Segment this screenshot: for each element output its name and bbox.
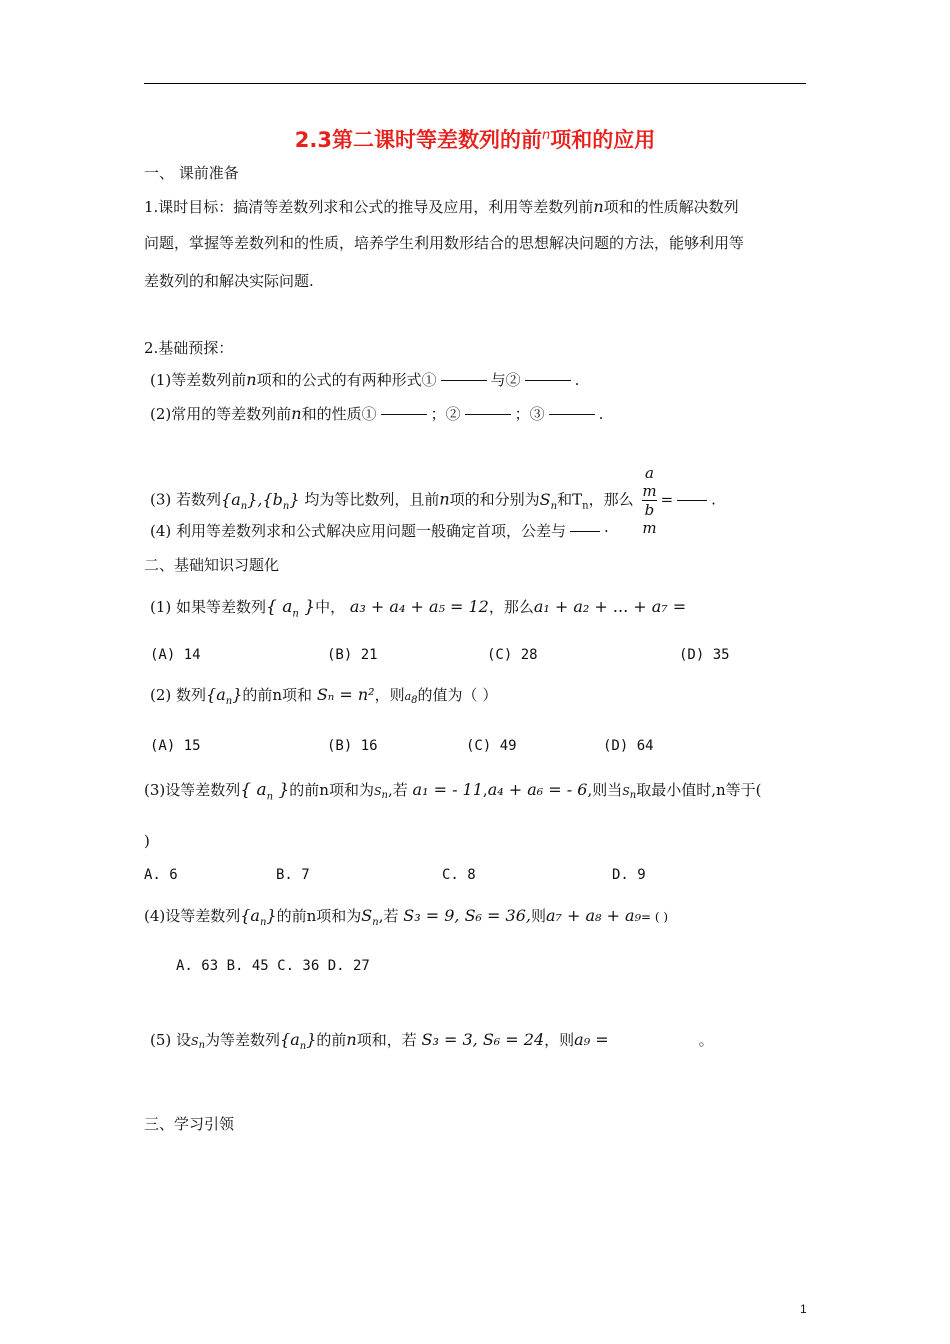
- option-b: (B) 21: [327, 647, 378, 663]
- option-a: (A) 14: [150, 647, 201, 663]
- section-3-heading: 三、学习引领: [144, 1115, 235, 1133]
- preview-q2: (2)常用的等差数列前n和的性质① ；② ；③ .: [150, 404, 604, 423]
- paragraph-goal-line3: 差数列的和解决实际问题.: [144, 272, 314, 290]
- exercise-4: (4)设等差数列$\{a_n\}$的前n项和为$S_n$,若 S₃ = 9, S₆ = 36,则a₇ + a₈ + a₉= ( ): [144, 906, 669, 929]
- blank[interactable]: [570, 531, 600, 532]
- option-d: D. 9: [612, 867, 646, 883]
- exercise-3-paren: ): [144, 832, 150, 850]
- option-b: B. 7: [276, 867, 310, 883]
- exercise-4-options: A. 63 B. 45 C. 36 D. 27: [176, 958, 370, 974]
- preview-heading: 2.基础预探：: [144, 339, 234, 357]
- header-rule: [144, 83, 806, 84]
- option-d: (D) 64: [603, 738, 654, 754]
- blank[interactable]: [549, 414, 595, 415]
- section-2-heading: 二、基础知识习题化: [144, 556, 280, 574]
- paragraph-goal-line2: 问题，掌握等差数列和的性质，培养学生利用数形结合的思想解决问题的方法，能够利用等: [144, 234, 745, 252]
- blank[interactable]: [465, 414, 511, 415]
- option-a: (A) 15: [150, 738, 201, 754]
- preview-q3: (3) 若数列$\{a_n\},\{b_n\}$ 均为等比数列，且前n项的和分别为$S_n$和$T_n$，那么 a m b m = .: [150, 464, 716, 537]
- option-d: (D) 35: [679, 647, 730, 663]
- preview-q4: (4) 利用等差数列求和公式解决应用问题一般确定首项，公差与 ·: [150, 522, 609, 540]
- blank[interactable]: [381, 414, 427, 415]
- blank[interactable]: [677, 500, 707, 501]
- exercise-1: (1) 如果等差数列{ $a_n$ }中， a₃ + a₄ + a₅ = 12，那么a₁ + a₂ + ... + a₇ =: [150, 597, 687, 620]
- option-a: A. 6: [144, 867, 178, 883]
- page-number: 1: [800, 1302, 807, 1316]
- option-c: (C) 28: [487, 647, 538, 663]
- exercise-5: (5) 设Sn为等差数列$\{a_n\}$的前n项和，若 S₃ = 3, S₆ = 24，则a₉ = 。: [150, 1030, 714, 1053]
- blank[interactable]: [525, 380, 571, 381]
- section-1-heading: 一、 课前准备: [144, 164, 239, 182]
- page-title: 2.3第二课时等差数列的前$^n$项和的应用: [294, 128, 656, 152]
- option-c: C. 8: [442, 867, 476, 883]
- exercise-2: (2) 数列$\{a_n\}$的前n项和 Sₙ = n²，则a8的值为（ ）: [150, 685, 498, 708]
- fraction-am-bm: a m b m: [642, 464, 657, 537]
- exercise-3: (3)设等差数列{ $a_n$ }的前n项和为Sn,若 a₁ = - 11,a₄ + a₆ = - 6,则当Sn取最小值时,n等于(: [144, 780, 762, 803]
- option-c: (C) 49: [466, 738, 517, 754]
- blank[interactable]: [441, 380, 487, 381]
- option-b: (B) 16: [327, 738, 378, 754]
- paragraph-goal-line1: 1.课时目标：搞清等差数列求和公式的推导及应用，利用等差数列前n项和的性质解决数列: [144, 197, 739, 216]
- preview-q1: (1)等差数列前n项和的公式的有两种形式① 与② .: [150, 370, 580, 389]
